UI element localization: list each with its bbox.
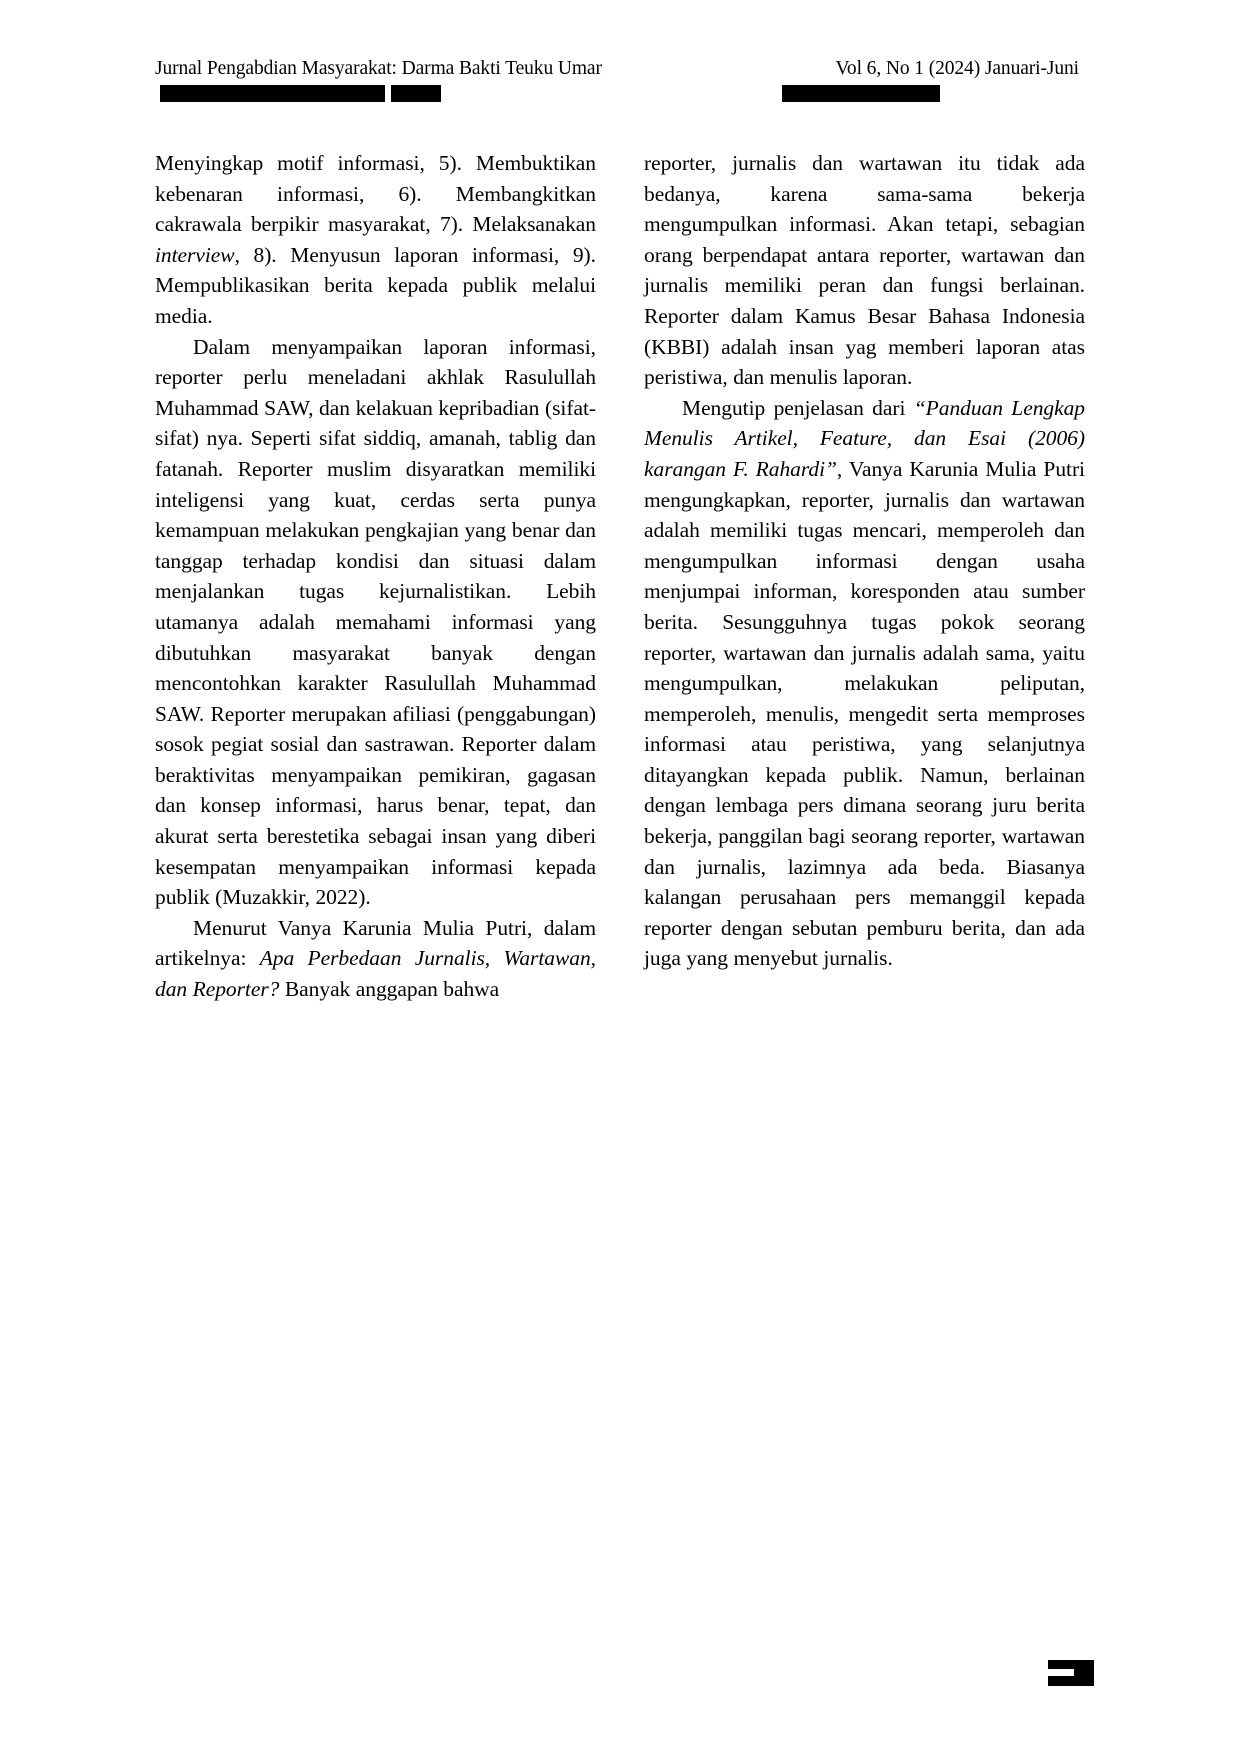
journal-title: Jurnal Pengabdian Masyarakat: Darma Bakti Teuku Umar [155,58,602,79]
body-columns [155,148,1085,1005]
text-run: Banyak anggapan bahwa [279,977,500,1002]
redaction-bar-right [782,85,940,102]
paragraph [155,148,596,332]
header-text-row [155,58,1085,80]
text-run: reporter, jurnalis dan wartawan itu tidak ada bedanya, karena sama-sama bekerja mengumpulkan informasi. Akan tetapi, sebagian orang berpendapat antara reporter, wartawan dan jurnalis memiliki peran dan fungsi berlainan. Reporter dalam Kamus Besar Bahasa Indonesia (KBBI) adalah insan yag memberi laporan atas peristiwa, dan menulis laporan. [644,151,1085,390]
italic-text-run: interview [155,242,235,267]
text-run: , 8). Menyusun laporan informasi, 9). Mempublikasikan berita kepada publik melalui media. [155,242,596,328]
redaction-bar-left-secondary [391,85,441,102]
paragraph [644,148,1085,393]
running-header [155,58,1085,114]
paragraph [155,913,596,1005]
text-run: Dalam menyampaikan laporan informasi, reporter perlu meneladani akhlak Rasulullah Muhammad SAW, dan kelakuan kepribadian (sifat-sifat) nya. Seperti sifat siddiq, amanah, tablig dan fatanah. Reporter muslim disyaratkan memiliki inteligensi yang kuat, cerdas serta punya kemampuan melakukan pengkajian yang benar dan tanggap terhadap kondisi dan situasi dalam menjalankan tugas kejurnalistikan. Lebih utamanya adalah memahami informasi yang dibutuhkan masyarakat banyak dengan mencontohkan karakter Rasulullah Muhammad SAW. Reporter merupakan afiliasi (penggabungan) sosok pegiat sosial dan sastrawan. Reporter dalam beraktivitas menyampaikan pemikiran, gagasan dan konsep informasi, harus benar, tepat, dan akurat serta berestetika sebagai insan yang diberi kesempatan menyampaikan informasi kepada publik (Muzakkir, 2022). [155,334,596,910]
paragraph [644,393,1085,974]
text-run: Menyingkap motif informasi, 5). Membuktikan kebenaran informasi, 6). Membangkitkan cakrawala berpikir masyarakat, 7). Melaksanakan [155,151,596,237]
text-run: Menurut Vanya Karunia Mulia Putri, dalam artikelnya: [155,915,596,971]
paragraph [155,332,596,913]
header-redaction-row [155,81,1085,103]
right-column [644,148,1085,1005]
text-run: Mengutip penjelasan dari [682,395,914,420]
footer-page-marker [1048,1660,1094,1686]
redaction-block-right [1074,1660,1094,1686]
text-run: , Vanya Karunia Mulia Putri mengungkapkan, reporter, jurnalis dan wartawan adalah memiliki tugas mencari, memperoleh dan mengumpulkan informasi dengan usaha menjumpai informan, koresponden atau sumber berita. Sesungguhnya tugas pokok seorang reporter, wartawan dan jurnalis adalah sama, yaitu mengumpulkan, melakukan peliputan, memperoleh, menulis, mengedit serta memproses informasi atau peristiwa, yang selanjutnya ditayangkan kepada publik. Namun, berlainan dengan lembaga pers dimana seorang juru berita bekerja, panggilan bagi seorang reporter, wartawan dan jurnalis, lazimnya ada beda. Biasanya kalangan perusahaan pers memanggil kepada reporter dengan sebutan pemburu berita, dan ada juga yang menyebut jurnalis. [644,456,1085,971]
italic-text-run: Apa Perbedaan Jurnalis, Wartawan, dan Reporter? [155,946,596,1002]
italic-text-run: “Panduan Lengkap Menulis Artikel, Feature, dan Esai (2006) karangan F. Rahardi” [644,395,1085,481]
redaction-bar-left-primary [160,85,385,102]
issue-info: Vol 6, No 1 (2024) Januari-Juni [835,58,1079,79]
left-column [155,148,596,1005]
